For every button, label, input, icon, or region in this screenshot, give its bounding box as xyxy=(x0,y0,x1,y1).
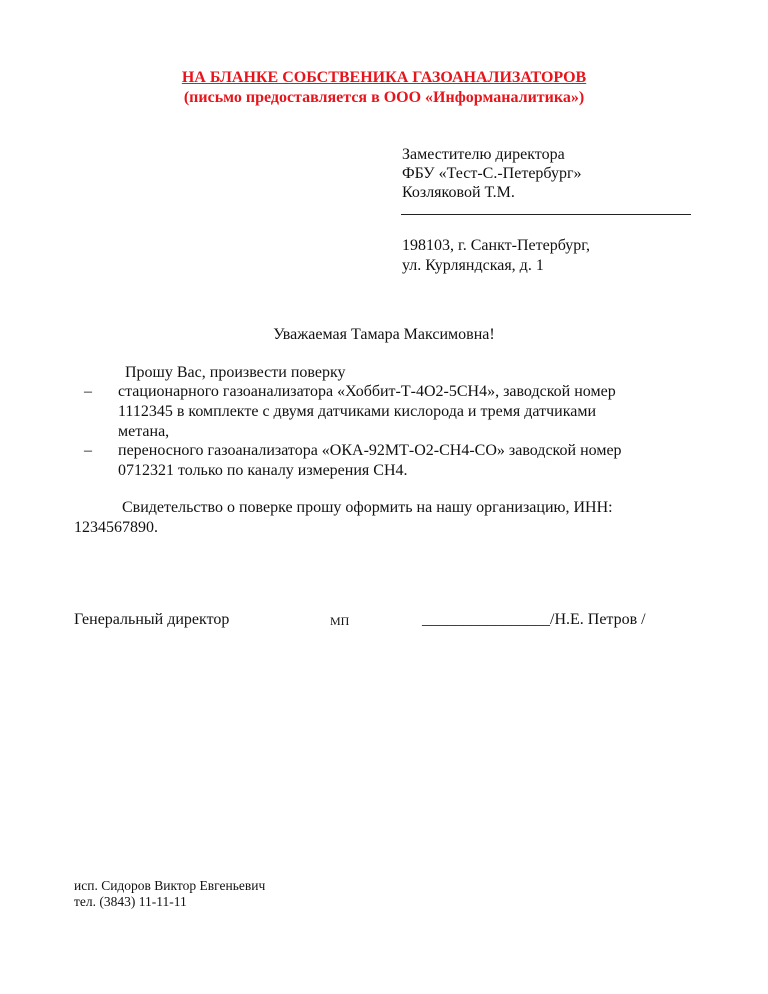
recipient-position: Заместителю директора xyxy=(402,146,565,163)
recipient-divider xyxy=(401,214,691,215)
letterhead-subtitle: (письмо предоставляется в ООО «Информаналитика») xyxy=(183,89,585,106)
bullet-dash: – xyxy=(84,442,92,459)
executor-phone: тел. (3843) 11-11-11 xyxy=(74,894,187,909)
certificate-request-line2: 1234567890. xyxy=(74,519,158,536)
bullet-dash: – xyxy=(84,383,92,400)
letterhead-title: НА БЛАНКЕ СОБСТВЕНИКА ГАЗОАНАЛИЗАТОРОВ xyxy=(181,69,587,86)
request-item-2-line1: переносного газоанализатора «ОКА-92МТ-О2-СН4-СО» заводской номер xyxy=(118,442,622,459)
request-item-1-line3: метана, xyxy=(118,423,170,440)
stamp-placeholder: МП xyxy=(330,614,350,628)
executor-name: исп. Сидоров Виктор Евгеньевич xyxy=(74,878,266,893)
request-item-1-line1: стационарного газоанализатора «Хоббит-Т-4О2-5СН4», заводской номер xyxy=(118,383,616,400)
request-intro: Прошу Вас, произвести поверку xyxy=(125,364,346,381)
greeting: Уважаемая Тамара Максимовна! xyxy=(273,326,495,343)
recipient-address-line2: ул. Курляндская, д. 1 xyxy=(402,257,544,274)
recipient-address-line1: 198103, г. Санкт-Петербург, xyxy=(402,237,591,254)
recipient-name: Козляковой Т.М. xyxy=(402,184,515,201)
certificate-request-line1: Свидетельство о поверке прошу оформить на нашу организацию, ИНН: xyxy=(122,499,613,516)
request-item-1-line2: 1112345 в комплекте с двумя датчиками кислорода и тремя датчиками xyxy=(118,403,597,420)
signature-line: ________________/Н.Е. Петров / xyxy=(422,611,646,628)
recipient-organization: ФБУ «Тест-С.-Петербург» xyxy=(402,165,582,182)
signatory-position: Генеральный директор xyxy=(74,611,230,628)
request-item-2-line2: 0712321 только по каналу измерения СН4. xyxy=(118,462,408,479)
